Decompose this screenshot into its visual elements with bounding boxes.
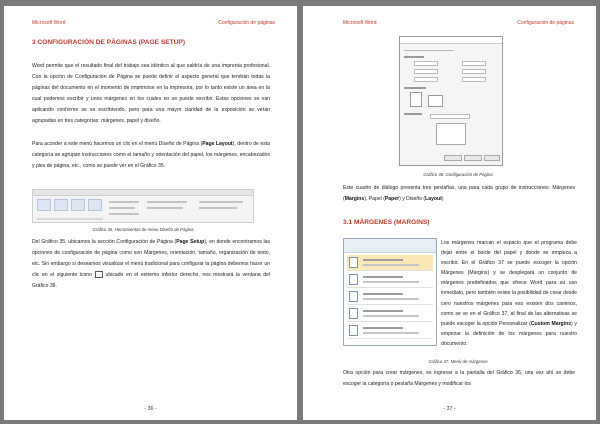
margins-icon	[37, 199, 51, 211]
page-header-left: Microsoft Word	[32, 20, 66, 26]
section-title: 3 CONFIGURACIÓN DE PÁGINAS (PAGE SETUP)	[32, 39, 186, 46]
paragraph: Del Gráfico 35, ubicamos la sección Configuración de Página (Page Setup), en donde encontramos las opciones de configuración de página como son Márgenes, orientación, tamaño, organización de texto, etc. Sin embargo si deseamos visualizar el menú tradicional para configurar la página debemos hacer un clic en el siguiente icono ubicado en el extremo inferior derecho, nos mostrará la ventana del Gráfico 36.	[32, 239, 271, 290]
paragraph: Otra opción para crear márgenes, es ingresar a la pantalla del Gráfico 36, una vez ahí se debe escoger la categoría o pestaña Márgenes y modificar los	[343, 370, 575, 388]
columns-icon	[88, 199, 102, 211]
left-page	[4, 6, 297, 420]
page-preview	[436, 123, 466, 145]
paragraph: Word permite que el resultado final del trabajo sea idéntico al que saldría de una imprenta profesional. Con la opción de Configuración de Página se puede definir el aspecto general que tendrán todas la páginas del documento en el momento de imprimirse en la impresora, por lo tanto existe un área en la cual podemos escribir y unos márgenes en los cuales no se puede escribir. Estas opciones se van aplicando conforme se va escribiendo, pero para una mayor claridad de la exposición se verán agrupadas en tres categorías: márgenes, papel y diseño.	[32, 63, 270, 125]
margins-menu-screenshot	[343, 238, 437, 346]
paragraph: Este cuadro de diálogo presenta tres pestañas, una para cada grupo de instrucciones: Márgenes (Margins), Papel (Paper) y Diseño (Layout)	[343, 185, 575, 203]
landscape-icon	[428, 95, 443, 107]
figure-caption: Gráfico 37. Menú de márgenes	[428, 359, 488, 364]
figure-caption: Gráfico 35. Herramientas de menu Diseño de Página	[92, 227, 194, 232]
dialog-launcher-icon	[95, 271, 103, 278]
paragraph: Para acceder a este menú hacemos un clic en el menú Diseño de Página (Page Layout), dentro de esta categoría se agrupan instrucciones como el tamaño y orientación del papel, los márgenes, encabezados y pies de página, etc., como se puede ver en el Gráfico 35.	[32, 141, 270, 170]
subsection-title: 3.1 MÁRGENES (MARGINS)	[343, 219, 430, 226]
page-header-right: Configuración de páginas	[218, 20, 275, 26]
orientation-icon	[54, 199, 68, 211]
ribbon-screenshot	[32, 189, 254, 223]
page-number: - 36 -	[144, 406, 157, 412]
right-page	[303, 6, 596, 420]
figure-caption: Gráfico 36. Configuración de Página	[423, 172, 493, 177]
size-icon	[71, 199, 85, 211]
portrait-icon	[410, 92, 422, 107]
paragraph: Los márgenes marcan el espacio que el programa debe dejar entre el borde del papel y donde se empieza a escribir. En el Gráfico 37 se puede escoger la opción Márgenes (Margins) y se desplegará un conjunto de márgenes predefinados que ofrece Word para su uso inmediato, pero también existe la posibilidad de crear desde cero nuestros márgenes para eso existen dos caminos, como se ve en el Gráfico 37, al final de las alternativas se puede escoger la opción Personalizar (Custom Margins) y empezar la definición de los márgenes para nuestro documento.	[441, 240, 577, 347]
page-header-left: Microsoft Word	[343, 20, 377, 26]
page-number: - 37 -	[443, 406, 456, 412]
page-header-right: Configuración de páginas	[517, 20, 574, 26]
page-setup-dialog-screenshot	[399, 36, 503, 166]
